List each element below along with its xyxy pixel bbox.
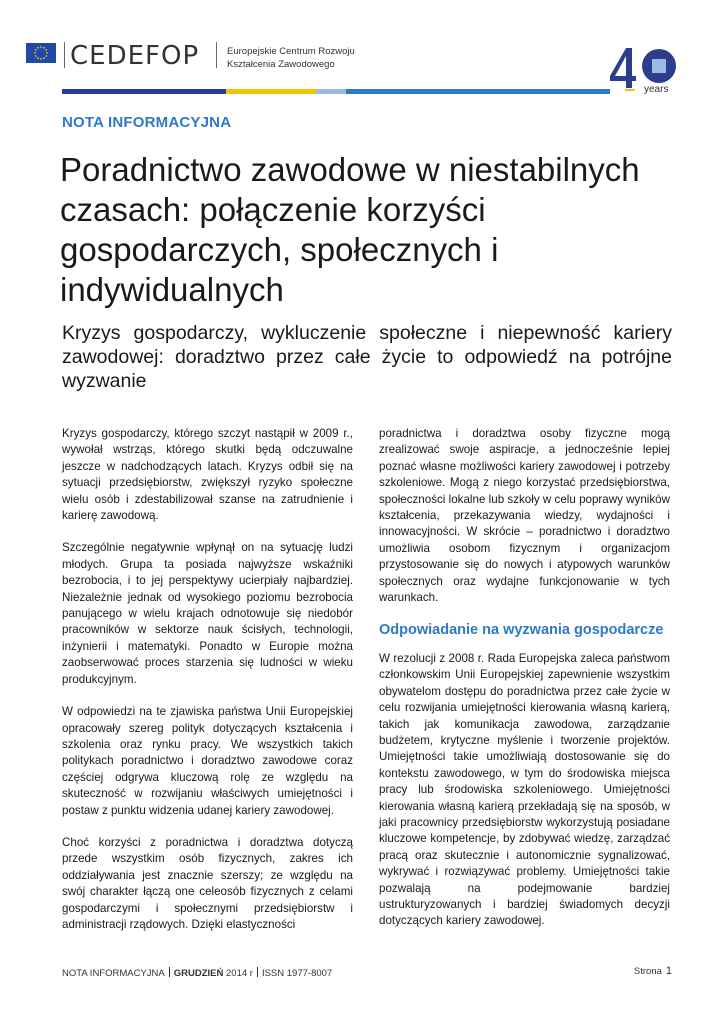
left-column — [62, 426, 353, 949]
header-bar-blue — [346, 89, 610, 94]
eu-flag-icon — [26, 43, 56, 63]
page-label: Strona — [633, 966, 662, 977]
header-bar-light-blue — [316, 89, 346, 94]
footer-month: GRUDZIEŃ — [173, 968, 224, 979]
section-label: NOTA INFORMACYJNA — [62, 114, 232, 131]
footer-separator — [169, 967, 170, 977]
anniversary-accent — [625, 89, 635, 91]
right-column — [379, 426, 670, 946]
footer-separator — [257, 967, 258, 977]
paragraph: Kryzys gospodarczy, którego szczyt nastąpił w 2009 r., wywołał wstrząs, którego skutki będą odczuwalne jeszcze w nadchodzących latach. Kryzys odbił się na sytuacji przedsiębiorstw, zwiększył ryzyko społeczne wielu osób i zdestabilizował szanse na zatrudnienie i karierę zawodową. — [62, 427, 353, 523]
header-divider — [216, 42, 217, 68]
page-title: Poradnictwo zawodowe w niestabilnych czasach: połączenie korzyści gospodarczych, społecznych i indywidualnych — [60, 151, 640, 308]
centre-name-line2: Kształcenia Zawodowego — [227, 59, 335, 70]
centre-name-line1: Europejskie Centrum Rozwoju — [227, 46, 355, 57]
section-heading: Odpowiadanie na wyzwania gospodarcze — [379, 622, 664, 639]
footer-issn: ISSN 1977-8007 — [261, 968, 333, 979]
header-divider — [64, 42, 65, 68]
header-bar-navy — [62, 89, 226, 94]
cedefop-logo: CEDEFOP — [70, 41, 200, 71]
paragraph: W rezolucji z 2008 r. Rada Europejska zaleca państwom członkowskim Unii Europejskiej zapewnienie wszystkim obywatelom dostępu do poradnictwa przez całe życie w celu rozwijania umiejętności kierowania własną karierą, takich jak komunikacja zawodowa, zarządzanie budżetem, krytyczne myślenie i tworzenie projektów. Umiejętności takie umożliwiają dostosowanie się do kontekstu zawodowego, w tym do środowiska miejsca pracy lub środowiska szkoleniowego. Umiejętności kierowania własną karierą przekładają się na sposób, w jaki pracownicy przedsiębiorstw wykorzystują posiadane kluczowe kompetencje, by zdobywać wiedzę, zarządzać pracą oraz skutecznie i autonomicznie sygnalizować, wykrywać i rozwiązywać problemy. Umiejętności takie pozwalają na podejmowanie bardziej ustrukturyzowanych i bardziej świadomych decyzji dotyczących kariery zawodowej. — [379, 651, 670, 928]
page-header — [0, 0, 724, 100]
anniversary-40-logo — [604, 42, 680, 100]
header-bar-yellow — [226, 89, 316, 94]
page-number-value: 1 — [665, 965, 672, 977]
footer-doc-type: NOTA INFORMACYJNA — [62, 968, 165, 979]
paragraph: W odpowiedzi na te zjawiska państwa Unii Europejskiej opracowały szereg polityk dotyczących kształcenia i szkolenia oraz rynku pracy. We wszystkich takich politykach poradnictwo i doradztwo zawodowe coraz częściej odgrywa kluczową rolę ze względu na skuteczność w rozwijaniu właściwych umiejętności i postaw z punktu widzenia udanej kariery zawodowej. — [62, 705, 353, 817]
paragraph: Choć korzyści z poradnictwa i doradztwa dotyczą przede wszystkim osób fizycznych, zakres ich oddziaływania jest znacznie szerszy; ze względu na swój charakter łączą one celeosób fizycznych z celami gospodarczymi i społecznymi przedsiębiorstw i administracji rządowych. Dzięki elastyczności — [62, 835, 353, 931]
footer-year: 2014 r — [226, 968, 253, 979]
centre-name — [227, 45, 367, 71]
paragraph: poradnictwa i doradztwa osoby fizyczne mogą zrealizować swoje aspiracje, a jednocześnie lepiej poznać własne możliwości kariery zawodowej i potrzeby szkoleniowe. Mogą z niego korzystać przedsiębiorstwa, społeczności lokalne lub szkoły w celu poprawy wyników kształcenia, przekazywania wiedzy, wydajności i innowacyjności. W skrócie – poradnictwo i doradztwo umożliwia osobom fizycznym i organizacjom przystosowanie się do nowych i atypowych warunków społecznych oraz wydajne funkcjonowanie w tych warunkach. — [379, 427, 670, 605]
paragraph: Szczególnie negatywnie wpłynął on na sytuację ludzi młodych. Grupa ta posiada najwyższe wskaźniki bezrobocia, i to jej perspektywy ucierpiały najbardziej. Niezależnie jednak od wysokiego poziomu bezrobocia panującego w wielu krajach odnotowuje się niedobór pracowników w sektorze nauk ścisłych, technologii, inżynierii i matematyki. Ponadto w Europie można zaobserwować proces starzenia się ludności w wieku produkcyjnym. — [62, 541, 353, 686]
page-footer — [62, 967, 332, 979]
page-subtitle: Kryzys gospodarczy, wykluczenie społeczne i niepewność kariery zawodowej: doradztwo przez całe życie to odpowiedź na potrójne wyzwanie — [62, 322, 672, 392]
page-number — [634, 965, 672, 977]
anniversary-label: years — [644, 84, 669, 95]
